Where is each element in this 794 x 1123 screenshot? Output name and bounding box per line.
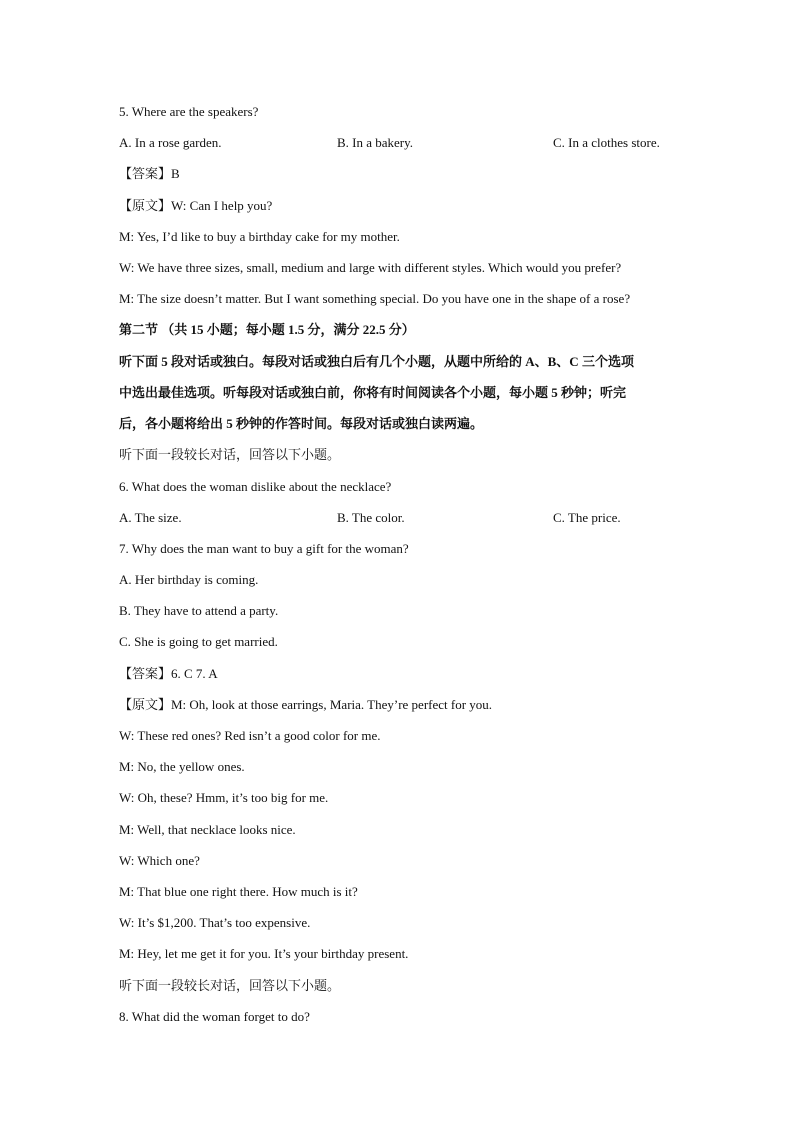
question-6: 6. What does the woman dislike about the necklace? xyxy=(119,479,392,494)
q6-option-b: B. The color. xyxy=(337,510,405,525)
q7-option-c: C. She is going to get married. xyxy=(119,634,278,649)
q5-transcript-line: M: Yes, I’d like to buy a birthday cake for my mother. xyxy=(119,229,400,244)
q6-option-a: A. The size. xyxy=(119,510,182,525)
dialog-1-transcript-line: W: These red ones? Red isn’t a good color for me. xyxy=(119,728,381,743)
dialog-1-transcript-line: W: Which one? xyxy=(119,853,200,868)
dialog-1-transcript-line: W: Oh, these? Hmm, it’s too big for me. xyxy=(119,790,329,805)
q5-answer: 【答案】B xyxy=(119,166,180,181)
q5-transcript-line: W: We have three sizes, small, medium and large with different styles. Which would you prefer? xyxy=(119,260,622,275)
q5-option-a: A. In a rose garden. xyxy=(119,135,222,150)
q7-option-a: A. Her birthday is coming. xyxy=(119,572,259,587)
dialog-2-intro: 听下面一段较长对话，回答以下小题。 xyxy=(119,978,341,993)
dialog-1-transcript-line: 【原文】M: Oh, look at those earrings, Maria. They’re perfect for you. xyxy=(119,697,493,712)
question-7: 7. Why does the man want to buy a gift for the woman? xyxy=(119,541,409,556)
q5-transcript-line: 【原文】W: Can I help you? xyxy=(119,198,273,213)
dialog-1-transcript-line: M: Well, that necklace looks nice. xyxy=(119,822,296,837)
dialog-1-answer: 【答案】6. C 7. A xyxy=(119,666,218,681)
q5-option-b: B. In a bakery. xyxy=(337,135,414,150)
dialog-1-transcript-line: M: No, the yellow ones. xyxy=(119,759,245,774)
q6-option-c: C. The price. xyxy=(553,510,621,525)
section-2-heading: 第二节 （共 15 小题；每小题 1.5 分，满分 22.5 分） xyxy=(119,322,415,337)
question-8: 8. What did the woman forget to do? xyxy=(119,1009,310,1024)
dialog-1-transcript-line: M: That blue one right there. How much is it? xyxy=(119,884,358,899)
section-2-instructions: 中选出最佳选项。听每段对话或独白前，你将有时间阅读各个小题，每小题 5 秒钟；听完 xyxy=(119,385,627,400)
section-2-instructions: 后，各小题将给出 5 秒钟的作答时间。每段对话或独白读两遍。 xyxy=(119,416,484,431)
q7-option-b: B. They have to attend a party. xyxy=(119,603,279,618)
question-5: 5. Where are the speakers? xyxy=(119,104,259,119)
q5-transcript-line: M: The size doesn’t matter. But I want something special. Do you have one in the shape of a rose? xyxy=(119,291,631,306)
dialog-1-transcript-line: W: It’s $1,200. That’s too expensive. xyxy=(119,915,311,930)
section-2-instructions: 听下面 5 段对话或独白。每段对话或独白后有几个小题，从题中所给的 A、B、C 三个选项 xyxy=(119,354,634,369)
dialog-1-intro: 听下面一段较长对话，回答以下小题。 xyxy=(119,447,341,462)
q5-option-c: C. In a clothes store. xyxy=(553,135,660,150)
dialog-1-transcript-line: M: Hey, let me get it for you. It’s your birthday present. xyxy=(119,946,409,961)
